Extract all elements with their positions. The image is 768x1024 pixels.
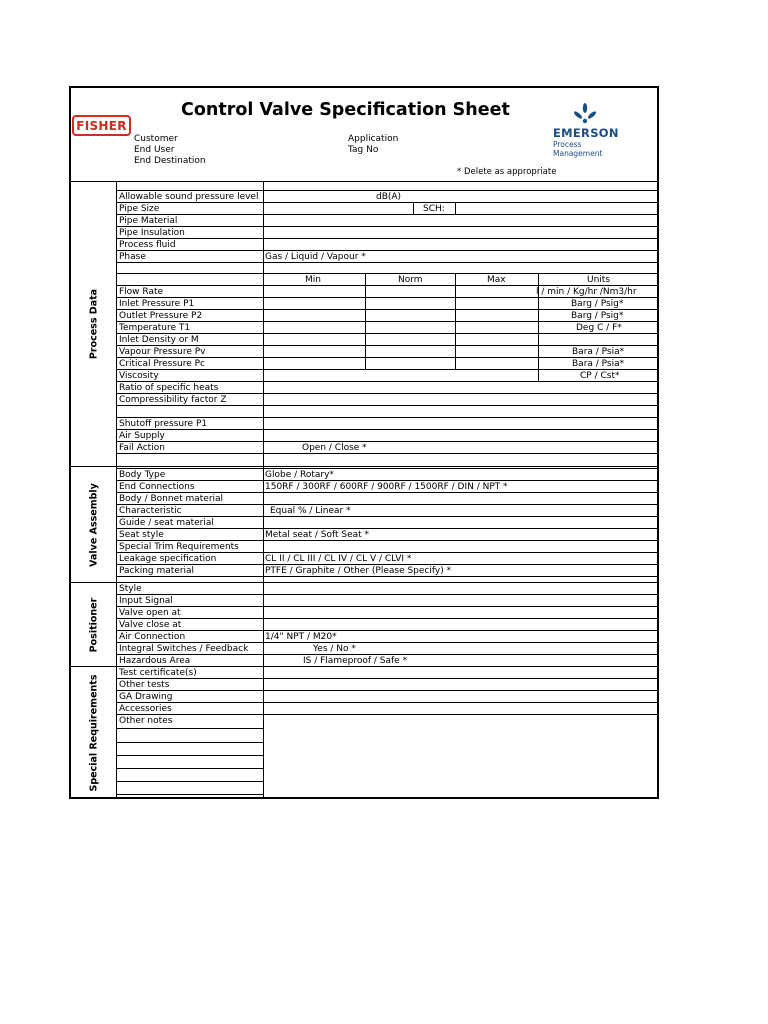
table-row	[117, 430, 659, 442]
table-row	[117, 565, 659, 577]
table-row	[117, 583, 659, 595]
table-row	[117, 215, 659, 227]
characteristic-label: Characteristic	[119, 506, 182, 516]
test-certificate-label: Test certificate(s)	[119, 668, 197, 678]
table-row	[117, 517, 659, 529]
table-row	[117, 703, 659, 715]
table-row	[117, 469, 659, 481]
inlet-density-label: Inlet Density or M	[119, 335, 199, 345]
fail-action-value: Open / Close *	[302, 443, 367, 453]
col-norm-header: Norm	[398, 275, 423, 285]
table-row	[117, 756, 263, 769]
other-notes-block	[117, 715, 659, 799]
fisher-logo	[72, 115, 131, 136]
table-row	[117, 358, 659, 370]
table-row	[117, 655, 659, 667]
critical-pressure-units: Bara / Psia*	[572, 359, 625, 369]
end-destination-label: End Destination	[134, 156, 206, 166]
section-label-valve: Valve Assembly	[88, 482, 99, 567]
table-row	[117, 529, 659, 541]
col-min-header: Min	[305, 275, 321, 285]
seat-style-value: Metal seat / Soft Seat *	[265, 530, 370, 540]
table-row	[117, 274, 659, 286]
table-row	[117, 454, 659, 467]
sch-label: SCH:	[423, 204, 445, 214]
table-row	[117, 406, 659, 418]
packing-material-label: Packing material	[119, 566, 195, 576]
table-row	[117, 310, 659, 322]
body-bonnet-label: Body / Bonnet material	[119, 494, 224, 504]
valve-close-label: Valve close at	[119, 620, 182, 630]
table-row	[117, 595, 659, 607]
table-row	[117, 191, 659, 203]
compressibility-label: Compressibility factor Z	[119, 395, 227, 405]
specific-heats-label: Ratio of specific heats	[119, 383, 219, 393]
table-row	[117, 394, 659, 406]
table-row	[117, 334, 659, 346]
section-valve-assembly	[71, 467, 117, 583]
sound-pressure-label: Allowable sound pressure level	[119, 192, 259, 202]
valve-open-label: Valve open at	[119, 608, 181, 618]
table-row	[117, 346, 659, 358]
phase-label: Phase	[119, 252, 146, 262]
section-label-process: Process Data	[88, 288, 99, 359]
col-max-header: Max	[487, 275, 506, 285]
outlet-pressure-label: Outlet Pressure P2	[119, 311, 203, 321]
tag-no-label: Tag No	[348, 145, 379, 155]
table-row	[117, 729, 263, 743]
other-notes-label: Other notes	[119, 716, 173, 726]
temperature-units: Deg C / F*	[576, 323, 622, 333]
end-user-label: End User	[134, 145, 175, 155]
ga-drawing-label: GA Drawing	[119, 692, 173, 702]
col-units-header: Units	[587, 275, 611, 285]
flow-rate-label: Flow Rate	[119, 287, 164, 297]
inlet-pressure-label: Inlet Pressure P1	[119, 299, 195, 309]
table-row	[117, 418, 659, 430]
emerson-subtitle: Process Management	[553, 140, 603, 158]
emerson-symbol-icon	[543, 102, 633, 126]
table-row	[117, 691, 659, 703]
outlet-pressure-units: Barg / Psig*	[571, 311, 624, 321]
style-label: Style	[119, 584, 142, 594]
positioner-grid	[117, 583, 659, 667]
table-row	[117, 263, 659, 274]
section-positioner	[71, 583, 117, 667]
temperature-label: Temperature T1	[119, 323, 191, 333]
pipe-size-label: Pipe Size	[119, 204, 160, 214]
end-connections-value: 150RF / 300RF / 600RF / 900RF / 1500RF / DIN / NPT *	[265, 482, 508, 492]
table-row	[117, 442, 659, 454]
shutoff-pressure-label: Shutoff pressure P1	[119, 419, 208, 429]
other-tests-label: Other tests	[119, 680, 170, 690]
pipe-insulation-label: Pipe Insulation	[119, 228, 185, 238]
process-fluid-label: Process fluid	[119, 240, 176, 250]
table-row	[117, 541, 659, 553]
sheet-title: Control Valve Specification Sheet	[181, 100, 510, 120]
critical-pressure-label: Critical Pressure Pc	[119, 359, 206, 369]
table-row	[117, 370, 659, 382]
characteristic-value: Equal % / Linear *	[270, 506, 351, 516]
table-row	[117, 715, 263, 729]
table-row	[117, 643, 659, 655]
sheet-header	[71, 88, 657, 182]
table-row	[117, 181, 659, 191]
customer-label: Customer	[134, 134, 178, 144]
leakage-value: CL II / CL III / CL IV / CL V / CLVI *	[265, 554, 412, 564]
table-row	[117, 481, 659, 493]
table-row	[117, 505, 659, 517]
viscosity-label: Viscosity	[119, 371, 159, 381]
table-row	[117, 679, 659, 691]
table-row	[117, 493, 659, 505]
hazardous-area-label: Hazardous Area	[119, 656, 191, 666]
section-label-positioner: Positioner	[88, 597, 99, 652]
fail-action-label: Fail Action	[119, 443, 165, 453]
inlet-pressure-units: Barg / Psig*	[571, 299, 624, 309]
section-label-special: Special Requirements	[88, 674, 99, 792]
emerson-logo	[543, 102, 633, 158]
table-row	[117, 322, 659, 334]
guide-seat-label: Guide / seat material	[119, 518, 214, 528]
seat-style-label: Seat style	[119, 530, 164, 540]
table-row	[117, 619, 659, 631]
table-row	[117, 667, 659, 679]
process-data-grid	[117, 181, 659, 467]
body-type-value: Globe / Rotary*	[265, 470, 334, 480]
table-row	[117, 298, 659, 310]
vapour-pressure-label: Vapour Pressure Pv	[119, 347, 206, 357]
accessories-label: Accessories	[119, 704, 172, 714]
phase-value: Gas / Liquid / Vapour *	[265, 252, 366, 262]
leakage-label: Leakage specification	[119, 554, 217, 564]
table-row	[117, 239, 659, 251]
spec-sheet	[69, 86, 659, 799]
air-connection-label: Air Connection	[119, 632, 186, 642]
table-row	[117, 631, 659, 643]
emerson-wordmark: EMERSON	[553, 126, 619, 140]
table-row	[117, 382, 659, 394]
flow-units: l / min / Kg/hr /Nm3/hr	[536, 287, 637, 297]
integral-switches-label: Integral Switches / Feedback	[119, 644, 249, 654]
application-label: Application	[348, 134, 399, 144]
table-row	[117, 203, 659, 215]
viscosity-units: CP / Cst*	[580, 371, 620, 381]
table-row	[117, 769, 263, 782]
table-row	[117, 227, 659, 239]
air-connection-value: 1/4" NPT / M20*	[265, 632, 337, 642]
air-supply-label: Air Supply	[119, 431, 165, 441]
hazardous-area-value: IS / Flameproof / Safe *	[303, 656, 408, 666]
table-row	[117, 251, 659, 263]
table-row	[117, 286, 659, 298]
special-requirements-grid	[117, 667, 659, 799]
section-process-data	[71, 181, 117, 467]
table-row	[117, 743, 263, 756]
special-trim-label: Special Trim Requirements	[119, 542, 239, 552]
integral-switches-value: Yes / No *	[313, 644, 356, 654]
input-signal-label: Input Signal	[119, 596, 173, 606]
table-row	[117, 607, 659, 619]
section-special-requirements	[71, 667, 117, 799]
body-type-label: Body Type	[119, 470, 166, 480]
vapour-pressure-units: Bara / Psia*	[572, 347, 625, 357]
packing-material-value: PTFE / Graphite / Other (Please Specify) *	[265, 566, 452, 576]
table-row	[117, 553, 659, 565]
fisher-logo-text: FISHER	[76, 118, 127, 133]
delete-note: * Delete as appropriate	[457, 167, 557, 177]
sound-pressure-unit: dB(A)	[376, 192, 402, 202]
valve-assembly-grid	[117, 467, 659, 583]
end-connections-label: End Connections	[119, 482, 195, 492]
pipe-material-label: Pipe Material	[119, 216, 178, 226]
table-row	[117, 782, 263, 795]
